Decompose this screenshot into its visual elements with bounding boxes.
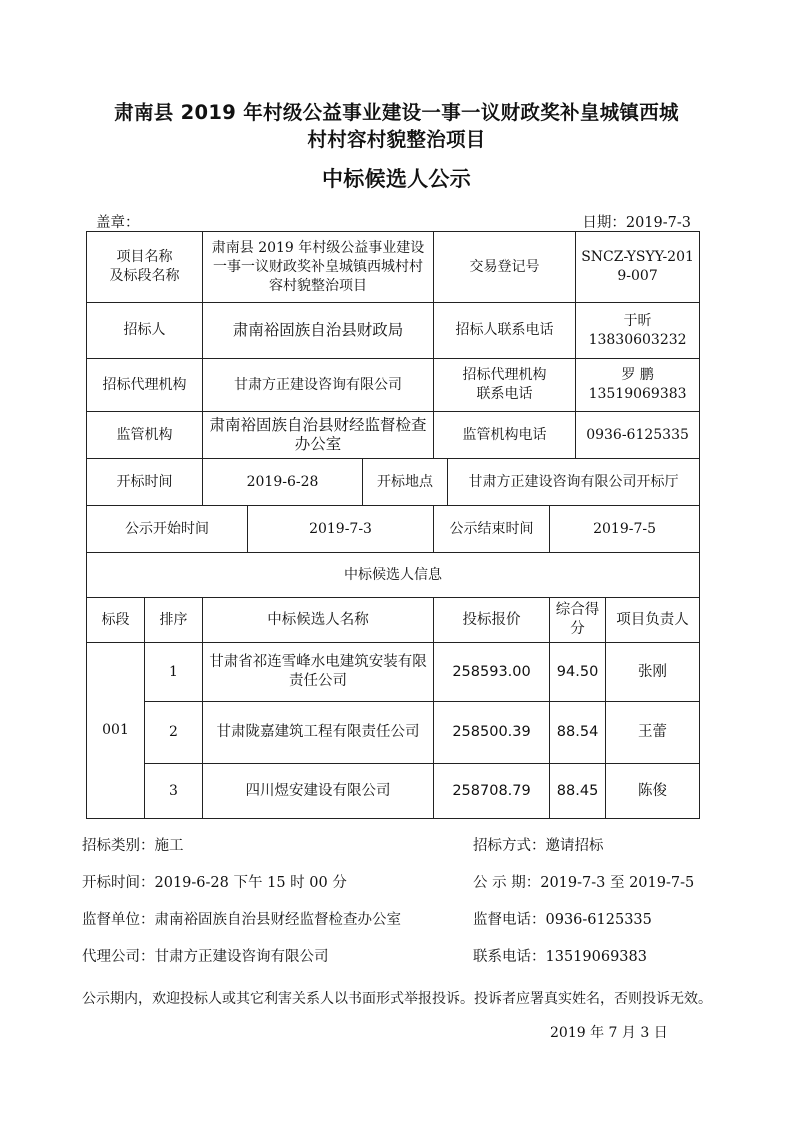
agency-phone-label: 招标代理机构 联系电话: [434, 359, 576, 412]
candidate-name: 甘肃省祁连雪峰水电建筑安装有限责任公司: [203, 643, 434, 702]
stamp-label: 盖章：: [96, 215, 140, 231]
project-name-label: 项目名称 及标段名称: [87, 232, 203, 303]
project-name-value: 肃南县 2019 年村级公益事业建设一事一议财政奖补皇城镇西城村村容村貌整治项目: [203, 232, 434, 303]
tenderer-phone-value: 于昕 13830603232: [576, 303, 700, 359]
col-rank-header: 排序: [145, 598, 203, 643]
candidate-score: 94.50: [550, 643, 606, 702]
candidate-manager: 陈俊: [606, 764, 700, 819]
pub-start-label: 公示开始时间: [87, 506, 248, 553]
tenderer-value: 肃南裕固族自治县财政局: [203, 303, 434, 359]
supervisor-label: 监管机构: [87, 412, 203, 459]
date-label: 日期：2019-7-3: [582, 215, 691, 231]
col-name-header: 中标候选人名称: [203, 598, 434, 643]
pub-end-value: 2019-7-5: [550, 506, 700, 553]
col-manager-header: 项目负责人: [606, 598, 700, 643]
table-row: [87, 643, 700, 702]
candidate-score: 88.54: [550, 702, 606, 764]
section-value: 001: [87, 643, 145, 819]
pub-start-value: 2019-7-3: [248, 506, 434, 553]
agency-label: 招标代理机构: [87, 359, 203, 412]
note-agent: 代理公司：甘肃方正建设咨询有限公司: [82, 949, 329, 965]
pub-end-label: 公示结束时间: [434, 506, 550, 553]
open-time-value: 2019-6-28: [203, 459, 363, 506]
registration-label: 交易登记号: [434, 232, 576, 303]
agency-phone-value: 罗 鹏 13519069383: [576, 359, 700, 412]
note-supervisor-phone: 监督电话：0936-6125335: [473, 912, 652, 928]
note-agent-phone: 联系电话：13519069383: [473, 949, 647, 965]
note-supervisor: 监督单位：肃南裕固族自治县财经监督检查办公室: [82, 912, 401, 928]
candidate-rank: 1: [145, 643, 203, 702]
document-title-line1: 肃南县 2019 年村级公益事业建设一事一议财政奖补皇城镇西城: [114, 101, 679, 124]
document-subtitle: 中标候选人公示: [321, 167, 472, 191]
candidate-name: 四川煜安建设有限公司: [203, 764, 434, 819]
note-method: 招标方式：邀请招标: [473, 838, 604, 854]
open-time-label: 开标时间: [87, 459, 203, 506]
candidate-price: 258593.00: [434, 643, 550, 702]
candidate-rank: 3: [145, 764, 203, 819]
document-title-line2: 村村容村貌整治项目: [307, 128, 486, 151]
note-period: 公 示 期：2019-7-3 至 2019-7-5: [473, 875, 695, 891]
candidate-score: 88.45: [550, 764, 606, 819]
candidate-price: 258708.79: [434, 764, 550, 819]
note-category: 招标类别：施工: [82, 838, 184, 854]
complaint-notice: 公示期内，欢迎投标人或其它利害关系人以书面形式举报投诉。投诉者应署真实姓名，否则投诉无效。: [82, 991, 712, 1007]
note-open-time: 开标时间：2019-6-28 下午 15 时 00 分: [82, 875, 347, 891]
table-row: [87, 702, 700, 764]
candidates-header: 中标候选人信息: [87, 553, 700, 598]
col-score-header: 综合得分: [550, 598, 606, 643]
col-price-header: 投标报价: [434, 598, 550, 643]
candidate-rank: 2: [145, 702, 203, 764]
candidate-price: 258500.39: [434, 702, 550, 764]
candidate-manager: 张刚: [606, 643, 700, 702]
col-section-header: 标段: [87, 598, 145, 643]
candidate-name: 甘肃陇嘉建筑工程有限责任公司: [203, 702, 434, 764]
supervisor-phone-label: 监管机构电话: [434, 412, 576, 459]
supervisor-value: 肃南裕固族自治县财经监督检查办公室: [203, 412, 434, 459]
sign-date: 2019 年 7 月 3 日: [550, 1025, 668, 1041]
agency-value: 甘肃方正建设咨询有限公司: [203, 359, 434, 412]
tenderer-phone-label: 招标人联系电话: [434, 303, 576, 359]
table-row: [87, 764, 700, 819]
candidate-notice-table: [86, 231, 700, 819]
supervisor-phone-value: 0936-6125335: [576, 412, 700, 459]
registration-value: SNCZ-YSYY-2019-007: [576, 232, 700, 303]
tenderer-label: 招标人: [87, 303, 203, 359]
open-place-label: 开标地点: [363, 459, 448, 506]
open-place-value: 甘肃方正建设咨询有限公司开标厅: [448, 459, 700, 506]
candidate-manager: 王蕾: [606, 702, 700, 764]
